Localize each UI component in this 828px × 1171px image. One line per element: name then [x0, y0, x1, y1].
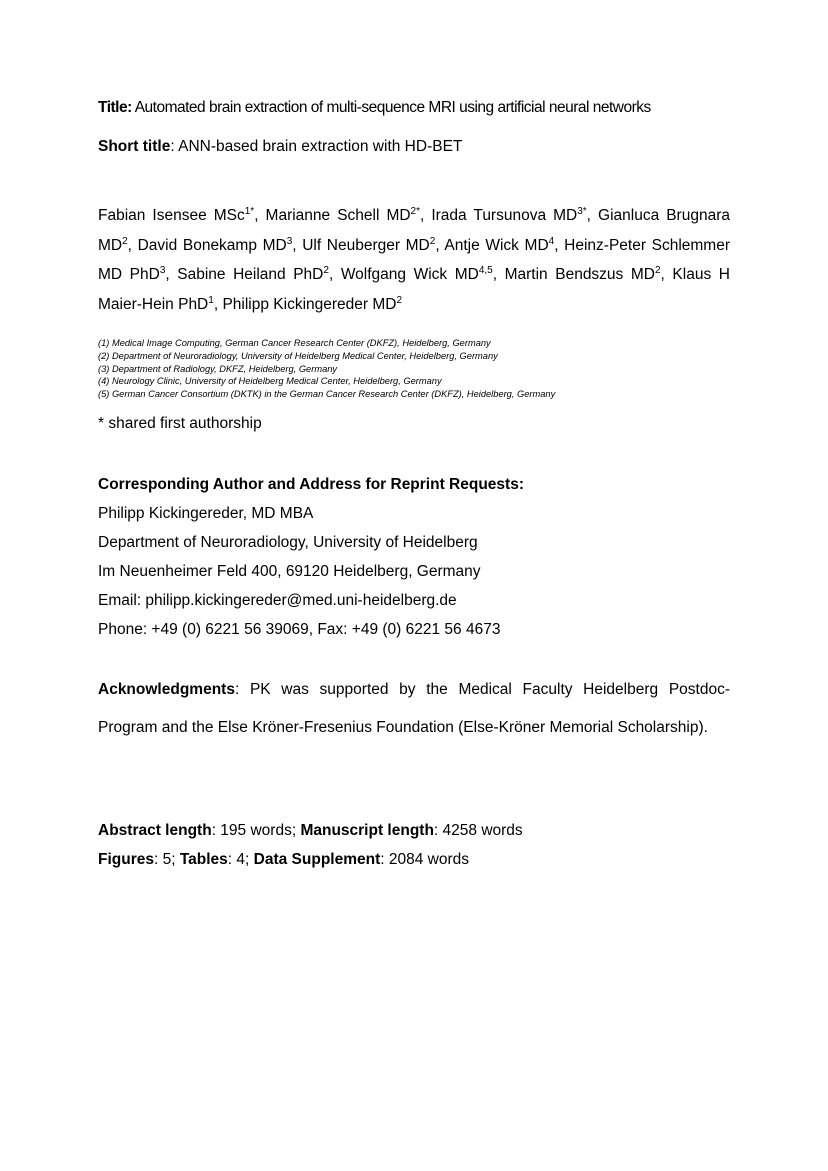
author-name: Sabine Heiland PhD: [177, 266, 324, 283]
author-affiliation-mark: 3: [286, 235, 293, 247]
affiliation-item: (2) Department of Neuroradiology, University of Heidelberg Medical Center, Heidelberg, Germany: [98, 350, 498, 361]
author-name: Gianluca Brugnara MD: [98, 207, 730, 254]
correspondence-email: Email: philipp.kickingereder@med.uni-heidelberg.de: [98, 592, 457, 609]
length-stats: [98, 816, 730, 874]
author-name: Marianne Schell MD: [265, 207, 411, 224]
abstract-length-label: Abstract length: [98, 822, 212, 839]
author-affiliation-mark: 2: [654, 265, 661, 276]
manuscript-length-value: : 4258 words: [433, 822, 523, 839]
author-name: Klaus H Maier-Hein PhD: [98, 266, 730, 313]
author-affiliation-mark: 3: [159, 265, 166, 276]
tables-value: : 4;: [227, 851, 254, 868]
author-name: Heinz-Peter Schlemmer MD PhD: [98, 236, 730, 283]
author-affiliation-mark: 2: [429, 235, 436, 247]
author-name: David Bonekamp MD: [137, 236, 287, 254]
short-title-text: : ANN-based brain extraction with HD-BET: [170, 138, 463, 155]
author-affiliation-mark: 1*: [244, 206, 255, 217]
data-supplement-label: Data Supplement: [253, 851, 381, 868]
author-affiliation-mark: 4,5: [478, 265, 493, 276]
correspondence-phone: Phone: +49 (0) 6221 56 39069, Fax: +49 (0) 6221 56 4673: [98, 621, 501, 638]
correspondence-name: Philipp Kickingereder, MD MBA: [98, 505, 314, 522]
abstract-length-value: : 195 words;: [211, 822, 301, 839]
author-affiliation-mark: 2: [323, 265, 329, 276]
length-stats-line-2: [98, 845, 730, 874]
acknowledgments-paragraph: [98, 671, 730, 748]
author-name: Ulf Neuberger MD: [302, 236, 430, 254]
author-name: Wolfgang Wick MD: [340, 266, 479, 283]
length-stats-line-1: [98, 816, 730, 845]
author-affiliation-mark: 2*: [410, 206, 420, 217]
author-name: Antje Wick MD: [444, 236, 549, 254]
figures-value: : 5;: [153, 851, 180, 868]
short-title-label: Short title: [98, 138, 171, 155]
author-name: Martin Bendszus MD: [504, 266, 655, 283]
data-supplement-value: : 2084 words: [380, 851, 470, 868]
affiliation-item: (3) Department of Radiology, DKFZ, Heidelberg, Germany: [98, 363, 338, 374]
author-affiliation-mark: 3*: [577, 206, 587, 217]
title-text: Automated brain extraction of multi-sequence MRI using artificial neural networks: [134, 99, 651, 116]
acknowledgments-label: Acknowledgments: [98, 681, 235, 698]
author-affiliation-mark: 2: [396, 294, 403, 306]
affiliation-item: (4) Neurology Clinic, University of Heidelberg Medical Center, Heidelberg, Germany: [98, 376, 442, 387]
author-affiliation-mark: 4: [548, 235, 555, 247]
correspondence-block: [98, 470, 730, 644]
short-title-line: [98, 137, 730, 157]
correspondence-department: Department of Neuroradiology, University of Heidelberg: [98, 534, 478, 551]
author-name: Irada Tursunova MD: [431, 207, 578, 224]
acknowledgments-text: : PK was supported by the Medical Faculty Heidelberg Postdoc-Program and the Else Kröner-Fresenius Foundation (Else-Kröner Memorial Scholarship).: [98, 681, 730, 737]
affiliation-item: (5) German Cancer Consortium (DKTK) in the German Cancer Research Center (DKFZ), Heidelberg, Germany: [98, 389, 556, 400]
author-affiliation-mark: 1: [208, 294, 214, 306]
affiliation-item: (1) Medical Image Computing, German Cancer Research Center (DKFZ), Heidelberg, Germany: [98, 338, 491, 348]
manuscript-length-label: Manuscript length: [300, 822, 434, 839]
author-affiliation-mark: 2: [122, 235, 128, 247]
correspondence-heading: Corresponding Author and Address for Reprint Requests:: [98, 476, 524, 493]
tables-label: Tables: [179, 851, 228, 868]
figures-label: Figures: [98, 851, 154, 868]
correspondence-address: Im Neuenheimer Feld 400, 69120 Heidelberg, Germany: [98, 563, 481, 580]
affiliation-list: [98, 337, 730, 401]
title-label: Title:: [98, 99, 132, 116]
title-line: [98, 98, 730, 118]
author-list: Fabian Isensee MSc$^{1*}$, Marianne Schell $MD^{2*}$, Irada Tursunova $MD^{3*}$, Gianluca Brugnara $MD^2$, David Bonekamp $MD^3$, Ulf Neuberger $MD^2$, Antje Wick $MD^4$, Heinz-Peter Schlemmer MD PhD$^3$, Sabine Heiland PhD$^2$, Wolfgang Wick MD$^{4,5}$, Martin Bendszus $MD^2$, Klaus H Maier-Hein PhD$^1$, Philipp Kickingereder $MD^2$: [98, 206, 730, 313]
shared-authorship-note: * shared first authorship: [98, 415, 262, 432]
author-name: Fabian Isensee MSc: [98, 207, 245, 224]
author-name: Philipp Kickingereder MD: [222, 295, 397, 313]
